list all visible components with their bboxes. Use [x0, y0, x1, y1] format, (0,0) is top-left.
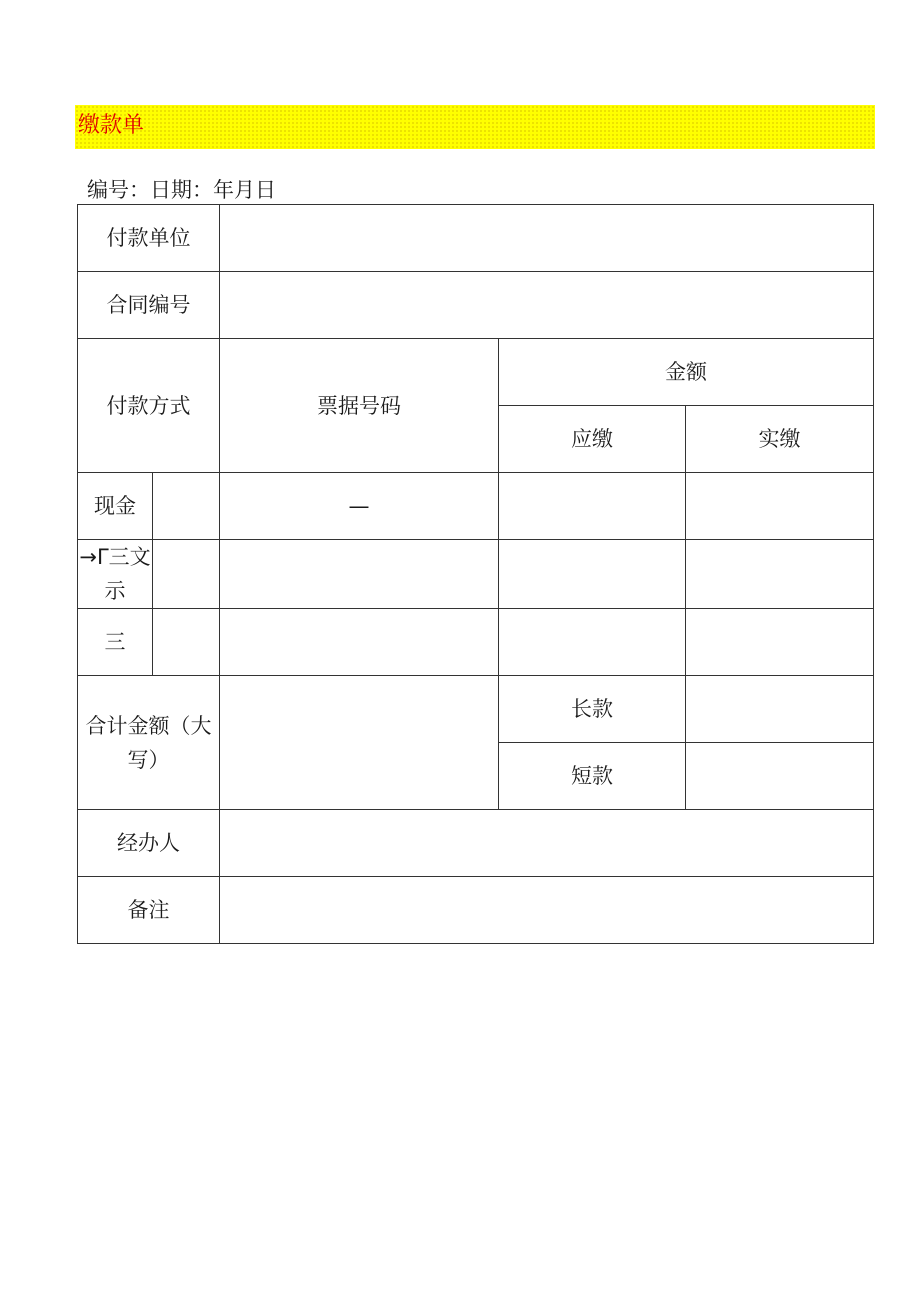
method-row-2	[78, 540, 874, 609]
method-row2-check-cell[interactable]	[153, 540, 220, 609]
document-title: 缴款单	[78, 113, 145, 138]
contract-value-cell[interactable]	[220, 272, 874, 339]
number-label: 编号：	[87, 178, 150, 202]
payer-row	[78, 205, 874, 272]
handler-value-cell[interactable]	[220, 810, 874, 877]
contract-row	[78, 272, 874, 339]
date-label: 日期：	[150, 178, 213, 202]
cash-check-cell[interactable]	[153, 473, 220, 540]
title-bar	[75, 105, 875, 149]
method-row2-due-cell[interactable]	[499, 540, 686, 609]
cash-receipt-cell: —	[220, 473, 499, 540]
due-header: 应缴	[499, 406, 686, 473]
date-format: 年月日	[213, 178, 276, 202]
shortpay-label: 短款	[499, 743, 686, 810]
payer-label: 付款单位	[78, 205, 220, 272]
handler-label: 经办人	[78, 810, 220, 877]
method-row3-receipt-cell[interactable]	[220, 609, 499, 676]
payment-form-table	[77, 204, 874, 944]
contract-label: 合同编号	[78, 272, 220, 339]
total-label: 合计金额（大写）	[78, 676, 220, 810]
handler-row	[78, 810, 874, 877]
method-row3-label: 三	[78, 609, 153, 676]
method-row3-check-cell[interactable]	[153, 609, 220, 676]
remarks-label: 备注	[78, 877, 220, 944]
method-row-3	[78, 609, 874, 676]
method-row3-due-cell[interactable]	[499, 609, 686, 676]
payment-method-header: 付款方式	[78, 339, 220, 473]
cash-row	[78, 473, 874, 540]
meta-line	[87, 176, 276, 204]
method-row2-paid-cell[interactable]	[686, 540, 874, 609]
total-value-cell[interactable]	[220, 676, 499, 810]
remarks-row	[78, 877, 874, 944]
amount-header: 金额	[499, 339, 874, 406]
remarks-value-cell[interactable]	[220, 877, 874, 944]
method-row2-label: →Γ三文示	[78, 540, 153, 609]
paid-header: 实缴	[686, 406, 874, 473]
header-row-1	[78, 339, 874, 406]
overpay-label: 长款	[499, 676, 686, 743]
overpay-value-cell[interactable]	[686, 676, 874, 743]
method-row2-receipt-cell[interactable]	[220, 540, 499, 609]
cash-due-cell[interactable]	[499, 473, 686, 540]
shortpay-value-cell[interactable]	[686, 743, 874, 810]
total-row-1	[78, 676, 874, 743]
method-row3-paid-cell[interactable]	[686, 609, 874, 676]
receipt-number-header: 票据号码	[220, 339, 499, 473]
cash-paid-cell[interactable]	[686, 473, 874, 540]
payer-value-cell[interactable]	[220, 205, 874, 272]
cash-label: 现金	[78, 473, 153, 540]
